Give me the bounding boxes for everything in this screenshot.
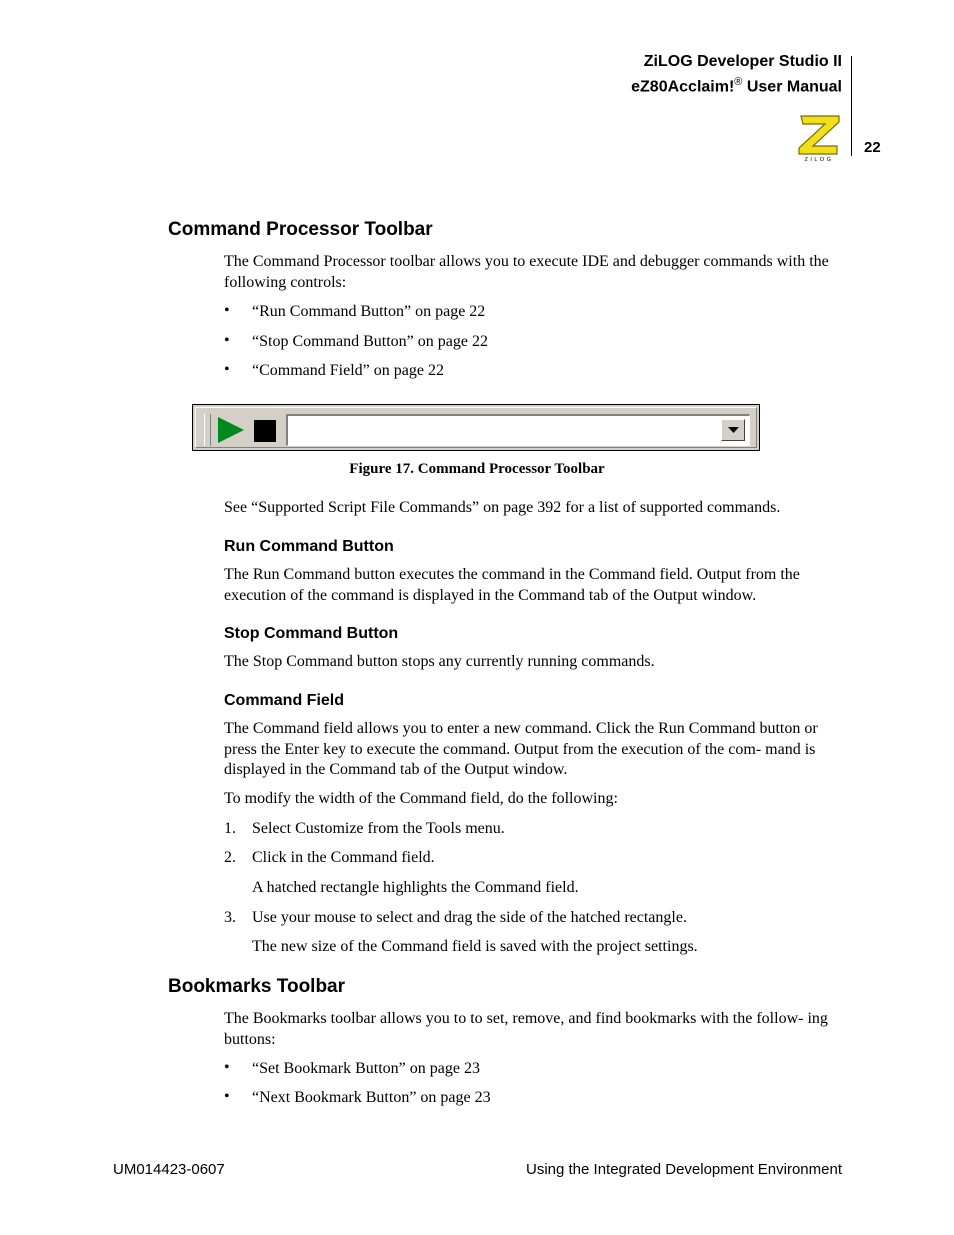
- subsection-title-command-field: Command Field: [224, 692, 345, 709]
- section1-intro: The Command Processor toolbar allows you to execute IDE and debugger commands with the following controls:: [224, 253, 829, 291]
- footer-doc-id: UM014423-0607: [113, 1161, 225, 1178]
- command-field-dropdown[interactable]: [721, 419, 745, 441]
- header-rule: [851, 56, 852, 156]
- command-field-text: The Command field allows you to enter a new command. Click the Run Command button or press the Enter key to execute the command. Output from the execution of the com- mand is displayed in the Command tab of the Output window.: [224, 720, 818, 778]
- logo-text: ZILOG: [804, 157, 834, 162]
- dropdown-arrow-icon: [728, 427, 739, 434]
- section-title-bookmarks: Bookmarks Toolbar: [168, 976, 346, 997]
- zilog-logo: [795, 112, 843, 162]
- step3-note: The new size of the Command field is saved with the project settings.: [252, 938, 698, 955]
- subsection-title-stop: Stop Command Button: [224, 625, 399, 642]
- run-command-icon: [216, 416, 246, 444]
- see-also-text: See “Supported Script File Commands” on page 392 for a list of supported commands.: [224, 499, 781, 516]
- section-title-command-processor: Command Processor Toolbar: [168, 219, 433, 240]
- section2-intro: The Bookmarks toolbar allows you to to set, remove, and find bookmarks with the follow- ing buttons:: [224, 1010, 828, 1048]
- stop-command-button[interactable]: [254, 420, 276, 442]
- modify-intro: To modify the width of the Command field, do the following:: [224, 790, 618, 807]
- run-button-text: The Run Command button executes the command in the Command field. Output from the execution of the command is displayed in the Command tab of the Output window.: [224, 566, 800, 604]
- run-command-button[interactable]: [216, 416, 246, 444]
- link-set-bookmark-button[interactable]: “Set Bookmark Button” on page 23: [252, 1060, 480, 1077]
- subsection-title-run: Run Command Button: [224, 538, 394, 555]
- figure-caption: Figure 17. Command Processor Toolbar: [349, 461, 605, 477]
- link-stop-command-button[interactable]: “Stop Command Button” on page 22: [252, 333, 488, 350]
- page-number: 22: [864, 139, 881, 156]
- header-line-1: ZiLOG Developer Studio II: [643, 53, 842, 70]
- toolbar-grip[interactable]: [204, 414, 211, 446]
- header-line-2: eZ80Acclaim!® User Manual: [631, 76, 842, 96]
- stop-button-text: The Stop Command button stops any currently running commands.: [224, 653, 655, 670]
- link-command-field[interactable]: “Command Field” on page 22: [252, 362, 444, 379]
- link-run-command-button[interactable]: “Run Command Button” on page 22: [252, 303, 486, 320]
- link-next-bookmark-button[interactable]: “Next Bookmark Button” on page 23: [252, 1089, 491, 1106]
- running-header: [631, 52, 842, 97]
- command-processor-toolbar: [192, 404, 760, 451]
- step2-note: A hatched rectangle highlights the Command field.: [252, 879, 579, 896]
- footer-chapter: Using the Integrated Development Environment: [525, 1161, 842, 1178]
- command-field[interactable]: [286, 414, 750, 446]
